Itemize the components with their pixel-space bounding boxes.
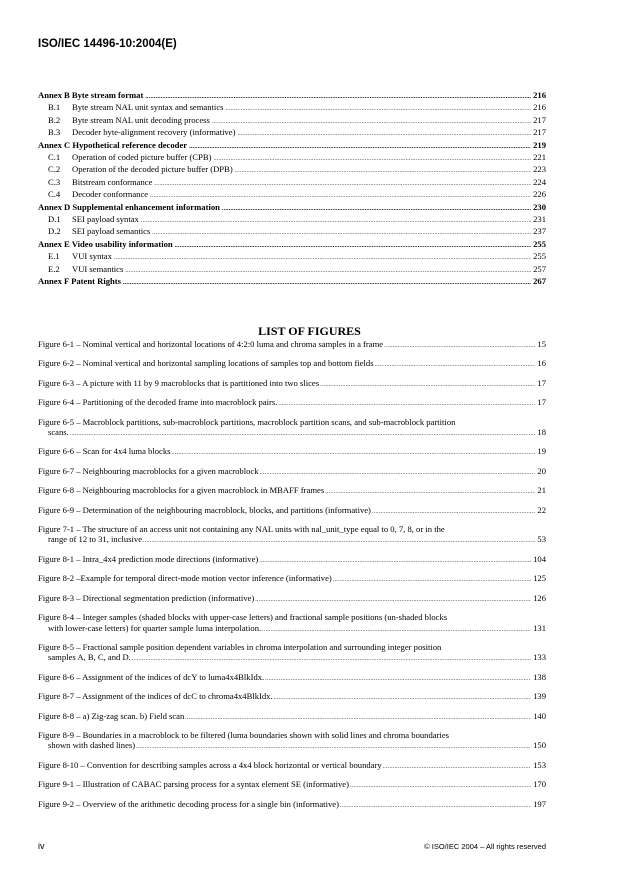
figure-title-line: Figure 8-9 – Boundaries in a macroblock to be filtered (luma boundaries shown with solid lines and chroma boundaries <box>38 729 449 740</box>
figure-page: 150 <box>533 740 546 751</box>
figure-page: 140 <box>533 710 546 721</box>
figure-title-text: shown with dashed lines) <box>48 740 136 751</box>
toc-entry-page: 226 <box>533 189 546 200</box>
figure-title-text: range of 12 to 31, inclusive <box>48 534 143 545</box>
dot-leader <box>185 713 531 723</box>
document-id-header: ISO/IEC 14496-10:2004(E) <box>38 38 177 50</box>
dot-leader <box>265 674 531 684</box>
figure-page: 131 <box>533 622 546 633</box>
dot-leader <box>141 216 531 226</box>
figure-title-row <box>38 534 546 546</box>
toc-entry-page: 223 <box>533 164 546 175</box>
figure-entry[interactable] <box>38 799 546 811</box>
toc-entry-page: 231 <box>533 214 546 225</box>
dot-leader <box>114 253 531 263</box>
toc-subentry[interactable] <box>38 189 546 201</box>
figure-page: 126 <box>533 592 546 603</box>
toc-annex-entry[interactable] <box>38 239 546 251</box>
figure-entry[interactable] <box>38 779 546 791</box>
dot-leader <box>171 448 535 458</box>
dot-leader <box>274 693 531 703</box>
toc-annex-entry[interactable] <box>38 202 546 214</box>
figure-entry[interactable] <box>38 378 546 390</box>
figure-title-text: Figure 8-6 – Assignment of the indices of dcY to luma4x4BlkIdx. <box>38 671 265 682</box>
toc-entry-page: 217 <box>533 127 546 138</box>
figure-title-text: Figure 6-1 – Nominal vertical and horizontal locations of 4:2:0 luma and chroma samples in a frame <box>38 339 384 349</box>
dot-leader <box>145 92 531 102</box>
figure-page: 15 <box>537 339 546 349</box>
figure-title-text: Figure 6-2 – Nominal vertical and horizontal sampling locations of samples top and bottom fields <box>38 358 374 369</box>
toc-entry-page: 224 <box>533 176 546 187</box>
toc-entry-number: C.2 <box>48 164 61 175</box>
toc-entry-page: 216 <box>533 102 546 113</box>
annex-toc <box>38 90 546 289</box>
toc-subentry[interactable] <box>38 152 546 164</box>
toc-entry-title: VUI semantics <box>72 263 124 274</box>
figure-title-row <box>38 573 546 585</box>
figure-title-line: Figure 6-5 – Macroblock partitions, sub-macroblock partitions, macroblock partition scans, and sub-macroblock partition <box>38 416 456 427</box>
figure-title-row <box>38 358 546 370</box>
toc-entry-title: Annex C Hypothetical reference decoder <box>38 139 188 150</box>
figure-entry[interactable] <box>38 691 546 703</box>
figure-title-row <box>38 466 546 478</box>
figure-page: 17 <box>537 377 546 388</box>
figure-page: 16 <box>537 358 546 369</box>
figure-entry[interactable] <box>38 612 546 635</box>
toc-annex-entry[interactable] <box>38 140 546 152</box>
toc-entry-page: 257 <box>533 263 546 274</box>
toc-entry-number: D.1 <box>48 214 61 225</box>
figure-title-text: Figure 6-4 – Partitioning of the decoded frame into macroblock pairs. <box>38 397 278 408</box>
figure-title-text: Figure 8-10 – Convention for describing samples across a 4x4 block horizontal or vertical boundary <box>38 759 382 770</box>
figure-title-text: Figure 6-7 – Neighbouring macroblocks for a given macroblock <box>38 465 259 476</box>
toc-subentry[interactable] <box>38 251 546 263</box>
toc-entry-number: D.2 <box>48 226 61 237</box>
toc-entry-title: SEI payload semantics <box>72 226 151 237</box>
figure-entry[interactable] <box>38 524 546 547</box>
toc-entry-number: C.4 <box>48 189 61 200</box>
toc-entry-page: 230 <box>533 201 546 212</box>
dot-leader <box>136 742 531 752</box>
toc-entry-title: Operation of coded picture buffer (CPB) <box>72 152 212 163</box>
toc-subentry[interactable] <box>38 127 546 139</box>
dot-leader <box>333 575 531 585</box>
figure-page: 197 <box>533 798 546 809</box>
figure-entry[interactable] <box>38 358 546 370</box>
toc-entry-title: Annex B Byte stream format <box>38 90 144 100</box>
figure-title-row <box>38 652 546 664</box>
figure-entry[interactable] <box>38 339 546 351</box>
list-of-figures-heading: LIST OF FIGURES <box>258 324 361 338</box>
figure-entry[interactable] <box>38 760 546 772</box>
toc-subentry[interactable] <box>38 177 546 189</box>
toc-entry-number: C.1 <box>48 152 61 163</box>
toc-subentry[interactable] <box>38 226 546 238</box>
dot-leader <box>383 762 531 772</box>
dot-leader <box>235 166 531 176</box>
dot-leader <box>237 129 531 139</box>
figure-title-text: with lower-case letters) for quarter sample luma interpolation. <box>48 622 262 633</box>
toc-entry-title: SEI payload syntax <box>72 214 139 225</box>
dot-leader <box>325 487 535 497</box>
figure-entry[interactable] <box>38 642 546 665</box>
dot-leader <box>150 191 531 201</box>
figure-page: 18 <box>537 427 546 438</box>
figure-page: 138 <box>533 671 546 682</box>
dot-leader <box>123 278 531 288</box>
figure-title-text: Figure 8-7 – Assignment of the indices of dcC to chroma4x4BlkIdx. <box>38 691 273 702</box>
figure-title-row <box>38 427 546 439</box>
toc-entry-page: 255 <box>533 238 546 249</box>
dot-leader <box>384 341 535 351</box>
toc-entry-title: Annex E Video usability information <box>38 238 173 249</box>
figure-page: 153 <box>533 759 546 770</box>
dot-leader <box>175 241 531 251</box>
toc-entry-number: E.2 <box>48 263 60 274</box>
dot-leader <box>320 380 535 390</box>
dot-leader <box>225 104 531 114</box>
toc-entry-title: Decoder conformance <box>72 189 149 200</box>
figure-title-row <box>38 672 546 684</box>
figure-entry[interactable] <box>38 711 546 723</box>
figure-entry[interactable] <box>38 466 546 478</box>
figure-title-text: Figure 9-2 – Overview of the arithmetic decoding process for a single bin (informative) <box>38 798 339 809</box>
toc-entry-page: 216 <box>533 90 546 100</box>
figure-title-line: Figure 8-4 – Integer samples (shaded blocks with upper-case letters) and fractional sample positions (un-shaded blocks <box>38 612 448 623</box>
toc-annex-entry[interactable] <box>38 90 546 102</box>
figure-page: 139 <box>533 691 546 702</box>
figure-entry[interactable] <box>38 730 546 753</box>
dot-leader <box>262 625 531 635</box>
toc-entry-page: 217 <box>533 114 546 125</box>
figure-page: 125 <box>533 573 546 584</box>
figure-page: 53 <box>537 534 546 545</box>
dot-leader <box>350 781 531 791</box>
figure-title-text: Figure 9-1 – Illustration of CABAC parsing process for a syntax element SE (informative) <box>38 779 349 790</box>
dot-leader <box>255 595 531 605</box>
toc-entry-title: Operation of the decoded picture buffer (DPB) <box>72 164 233 175</box>
figure-title-row <box>38 691 546 703</box>
figure-title-row <box>38 339 546 351</box>
figure-title-row <box>38 485 546 497</box>
dot-leader <box>375 360 536 370</box>
figure-title-line: Figure 8-5 – Fractional sample position dependent variables in chroma interpolation and surrounding integer position <box>38 641 442 652</box>
figure-title-row <box>38 554 546 566</box>
figure-page: 22 <box>537 504 546 515</box>
toc-entry-number: E.1 <box>48 251 60 262</box>
figure-title-row <box>38 397 546 409</box>
figure-title-row <box>38 760 546 772</box>
dot-leader <box>154 179 531 189</box>
dot-leader <box>212 117 531 127</box>
figure-entry[interactable] <box>38 573 546 585</box>
figure-title-row <box>38 446 546 458</box>
toc-entry-title: Byte stream NAL unit decoding process <box>72 114 210 125</box>
dot-leader <box>132 654 531 664</box>
toc-subentry[interactable] <box>38 102 546 114</box>
figure-title-text: samples A, B, C, and D. <box>48 652 131 663</box>
dot-leader <box>340 801 531 811</box>
figure-entry[interactable] <box>38 593 546 605</box>
toc-entry-title: Byte stream NAL unit syntax and semantics <box>72 102 224 113</box>
toc-entry-number: C.3 <box>48 176 61 187</box>
dot-leader <box>143 536 535 546</box>
dot-leader <box>278 399 535 409</box>
figure-title-text: Figure 6-6 – Scan for 4x4 luma blocks <box>38 446 171 457</box>
dot-leader <box>372 507 535 517</box>
toc-subentry[interactable] <box>38 164 546 176</box>
dot-leader <box>259 556 531 566</box>
toc-entry-page: 267 <box>533 276 546 287</box>
figure-title-text: Figure 6-8 – Neighbouring macroblocks for a given macroblock in MBAFF frames <box>38 485 325 496</box>
toc-subentry[interactable] <box>38 264 546 276</box>
toc-entry-title: VUI syntax <box>72 251 112 262</box>
toc-subentry[interactable] <box>38 214 546 226</box>
dot-leader <box>152 228 531 238</box>
figure-page: 17 <box>537 397 546 408</box>
figure-title-text: Figure 8-8 – a) Zig-zag scan. b) Field scan <box>38 710 185 721</box>
copyright-notice: © ISO/IEC 2004 – All rights reserved <box>424 842 546 851</box>
list-of-figures <box>38 339 546 818</box>
figure-title-row <box>38 505 546 517</box>
toc-entry-title: Annex D Supplemental enhancement information <box>38 201 220 212</box>
dot-leader <box>260 468 536 478</box>
toc-entry-page: 221 <box>533 152 546 163</box>
figure-entry[interactable] <box>38 554 546 566</box>
figure-title-text: Figure 6-9 – Determination of the neighbouring macroblock, blocks, and partitions (informative) <box>38 504 371 515</box>
figure-page: 104 <box>533 553 546 564</box>
dot-leader <box>125 266 531 276</box>
dot-leader <box>70 429 536 439</box>
figure-entry[interactable] <box>38 485 546 497</box>
figure-page: 20 <box>537 465 546 476</box>
figure-title-row <box>38 623 546 635</box>
figure-title-row <box>38 711 546 723</box>
toc-entry-number: B.3 <box>48 127 61 138</box>
toc-entry-page: 219 <box>533 139 546 150</box>
figure-title-row <box>38 740 546 752</box>
dot-leader <box>213 154 531 164</box>
toc-annex-entry[interactable] <box>38 276 546 288</box>
figure-entry[interactable] <box>38 672 546 684</box>
figure-entry[interactable] <box>38 505 546 517</box>
figure-page: 21 <box>537 485 546 496</box>
figure-entry[interactable] <box>38 446 546 458</box>
toc-entry-number: B.1 <box>48 102 61 113</box>
toc-entry-number: B.2 <box>48 114 61 125</box>
toc-subentry[interactable] <box>38 115 546 127</box>
figure-title-text: Figure 8-2 –Example for temporal direct-mode motion vector inference (informative) <box>38 573 332 584</box>
figure-title-line: Figure 7-1 – The structure of an access unit not containing any NAL units with nal_unit_type equal to 0, 7, 8, or in the <box>38 524 445 535</box>
figure-title-text: Figure 8-3 – Directional segmentation prediction (informative) <box>38 592 255 603</box>
figure-title-row <box>38 799 546 811</box>
figure-title-text: scans. <box>48 427 69 438</box>
figure-title-row <box>38 779 546 791</box>
figure-entry[interactable] <box>38 417 546 440</box>
toc-entry-page: 237 <box>533 226 546 237</box>
figure-page: 19 <box>537 446 546 457</box>
page-number: iv <box>38 841 45 851</box>
figure-title-text: Figure 8-1 – Intra_4x4 prediction mode directions (informative) <box>38 553 259 564</box>
dot-leader <box>189 142 531 152</box>
figure-title-row <box>38 593 546 605</box>
figure-title-text: Figure 6-3 – A picture with 11 by 9 macroblocks that is partitioned into two slices <box>38 377 320 388</box>
dot-leader <box>222 204 531 214</box>
figure-page: 170 <box>533 779 546 790</box>
figure-entry[interactable] <box>38 397 546 409</box>
toc-entry-title: Annex F Patent Rights <box>38 276 121 287</box>
toc-entry-page: 255 <box>533 251 546 262</box>
toc-entry-title: Bitstream conformance <box>72 176 153 187</box>
figure-page: 133 <box>533 652 546 663</box>
figure-title-row <box>38 378 546 390</box>
toc-entry-title: Decoder byte-alignment recovery (informative) <box>72 127 236 138</box>
